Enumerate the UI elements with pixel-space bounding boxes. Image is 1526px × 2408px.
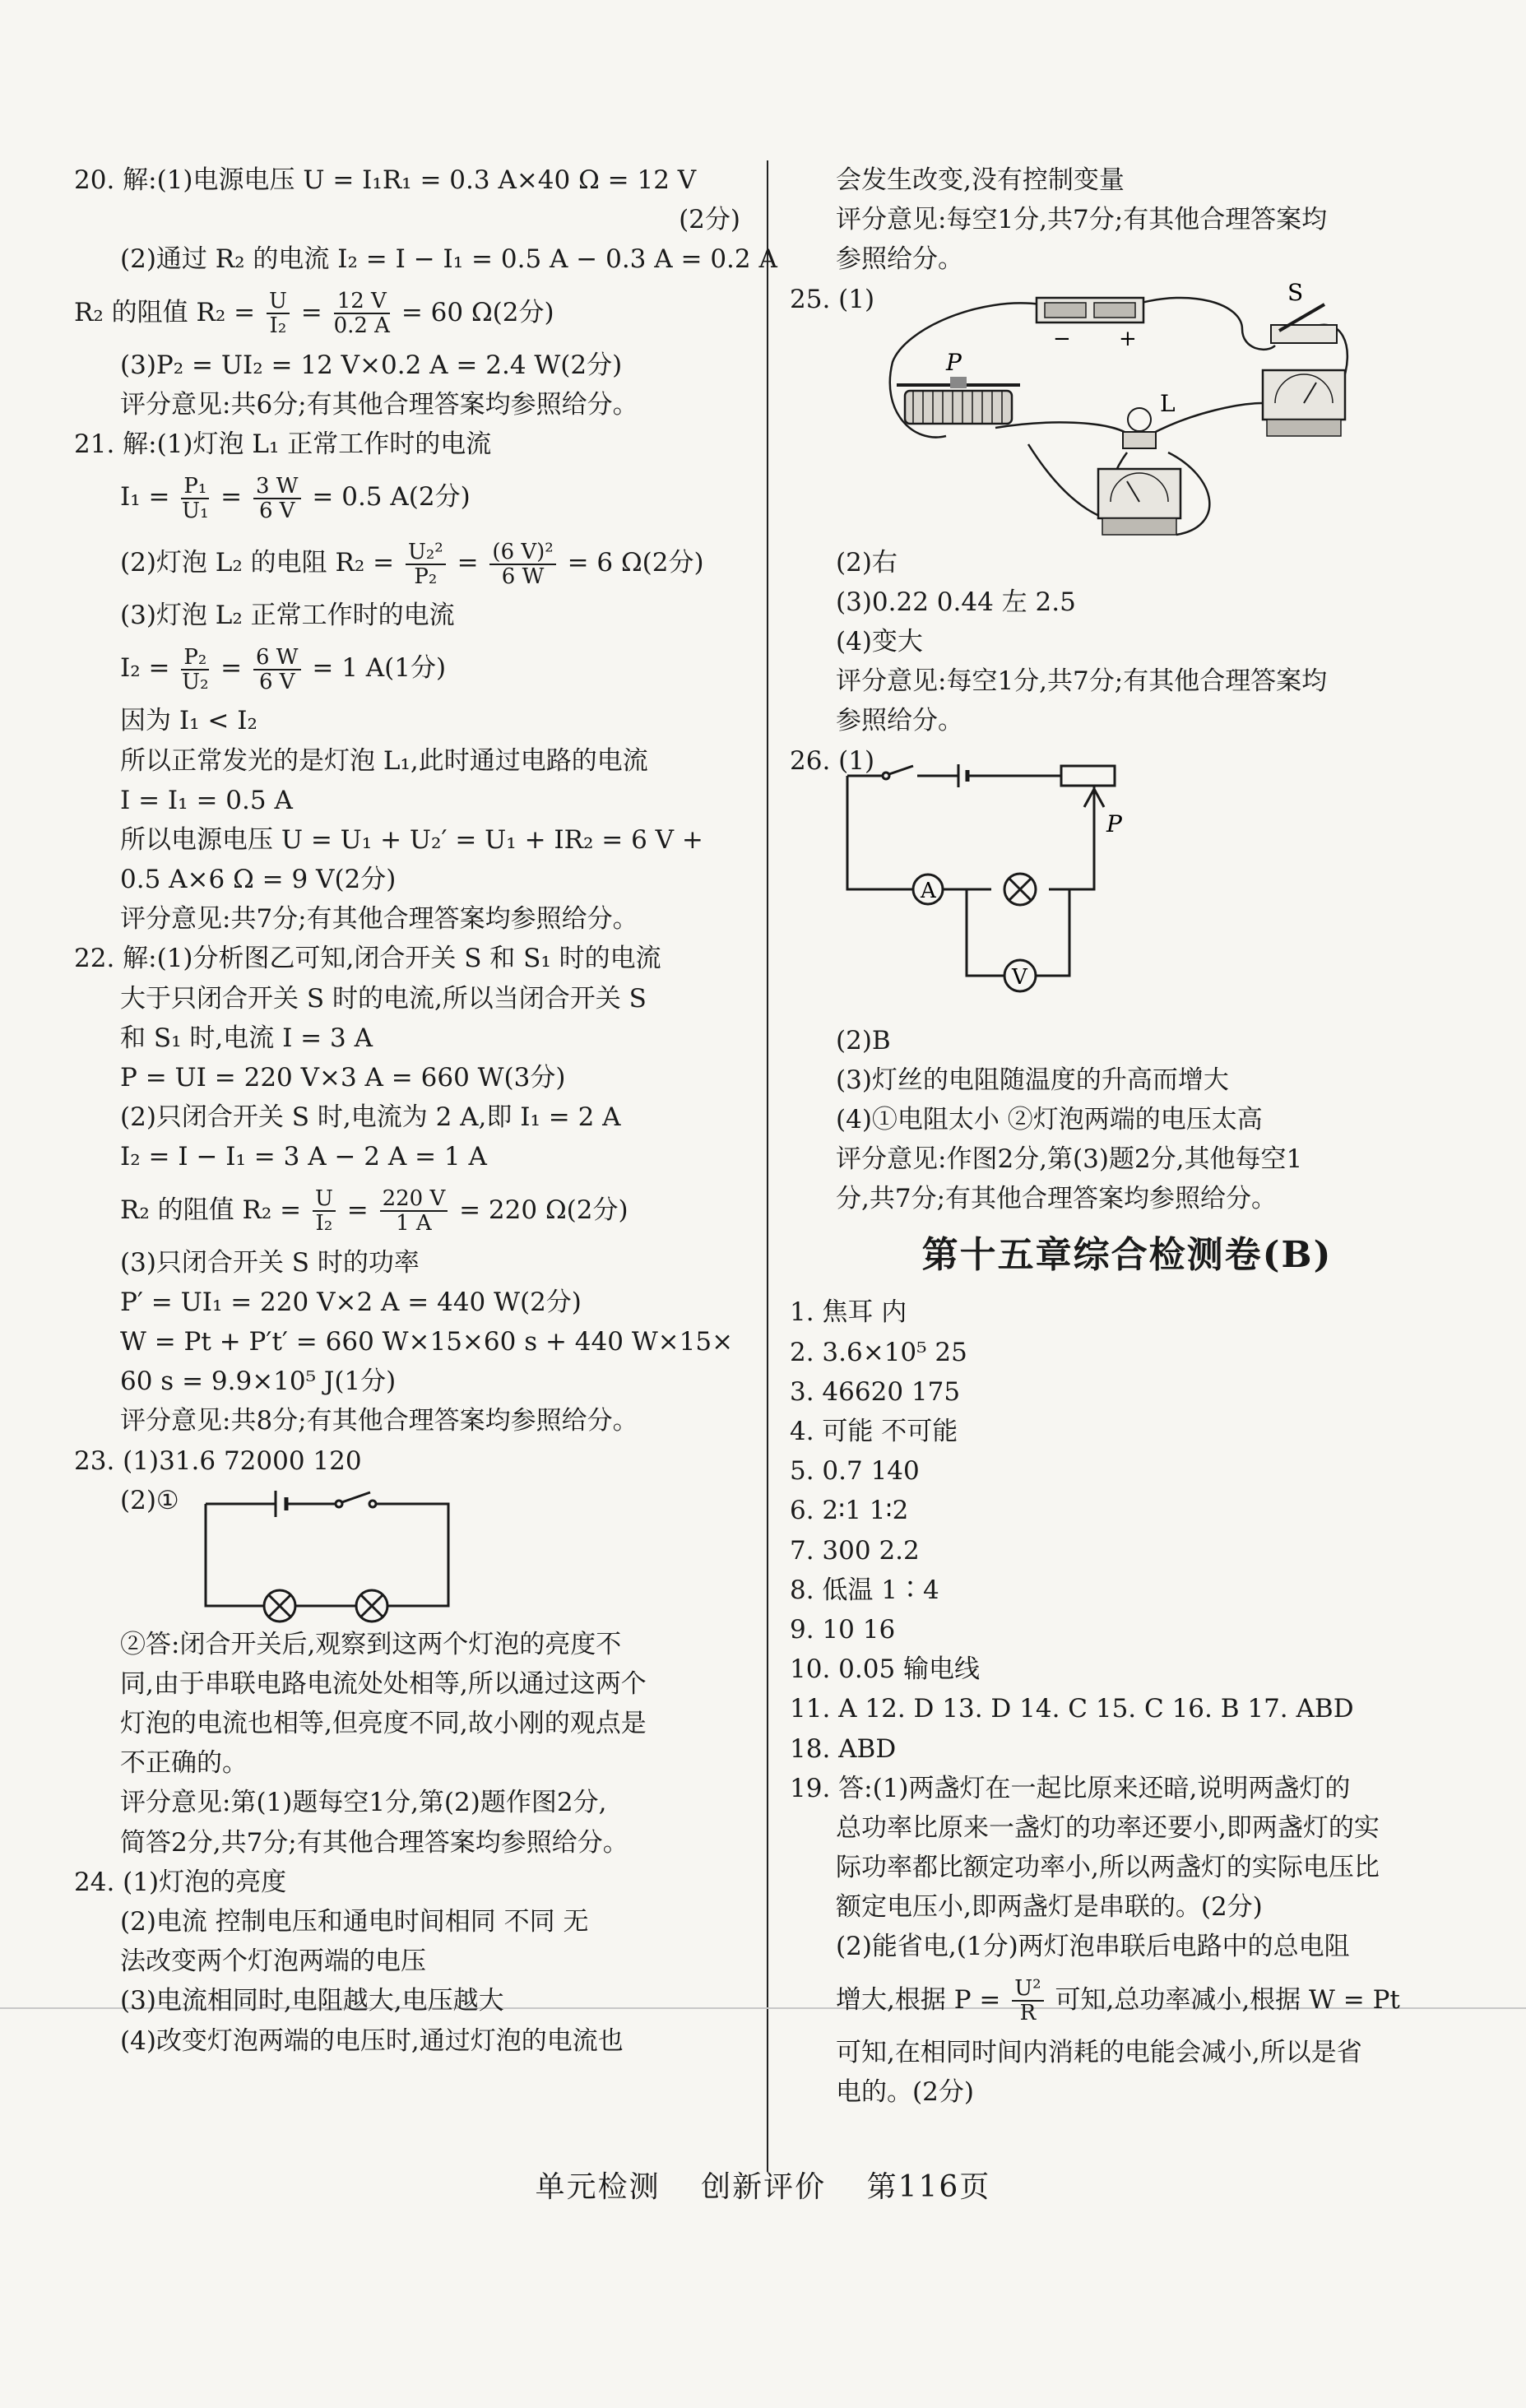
right-column [790,160,1464,2112]
q26-row [790,741,1464,1021]
denominator: U₂ [182,669,209,694]
voltmeter-icon [1098,469,1180,535]
text: = 1 A(1分) [312,653,447,684]
wire [847,776,913,889]
denominator: 6 V [258,669,295,694]
q25-scoring: 参照给分。 [836,706,963,736]
switch-contact [336,1501,342,1507]
q19-line-8: 电的。(2分) [836,2076,974,2107]
q21-formula-i1 [74,464,740,530]
q22-line-3: 和 S₁ 时,电流 I = 3 A [120,1023,373,1053]
switch-contact [369,1501,376,1507]
q26-scoring: 分,共7分;有其他合理答案均参照给分。 [836,1184,1278,1214]
q26-line-2: (2)B [836,1025,891,1056]
denominator: 6 W [501,564,545,589]
text: = [220,482,243,513]
q24c-line-3: 参照给分。 [836,244,963,275]
fraction [406,541,446,588]
switch-contact [883,773,889,779]
answer-10: 10. 0.05 输电线 [790,1654,981,1685]
answer-list [790,1292,1464,1768]
fraction [181,646,209,694]
denominator: R [1019,2001,1037,2026]
q23-line-3: ②答:闭合开关后,观察到这两个灯泡的亮度不 [120,1629,622,1659]
battery-minus-label: − [1053,326,1071,351]
q22-line-6: I₂ = I − I₁ = 3 A − 2 A = 1 A [120,1142,487,1172]
q19-formula-p [790,1967,1464,2033]
question-24-continued [790,160,1464,280]
fraction [334,290,390,337]
wire [967,889,1004,976]
question-20 [74,160,777,425]
denominator: I₂ [315,1211,333,1236]
answer-8: 8. 低温 1∶4 [790,1575,939,1605]
q22-line-8: (3)只闭合开关 S 时的功率 [120,1247,420,1278]
q19-line-4: 额定电压小,即两盏灯是串联的。(2分) [836,1892,1263,1923]
text: I₁ = [120,482,170,513]
q23-line-5: 灯泡的电流也相等,但亮度不同,故小刚的观点是 [120,1709,647,1739]
q19-line-7: 可知,在相同时间内消耗的电能会减小,所以是省 [836,2037,1362,2067]
answer-7: 7. 300 2.2 [790,1535,920,1566]
numerator: U₂² [406,541,446,565]
fraction [1012,1977,1043,2025]
q24-line-2: (2)电流 控制电压和通电时间相同 不同 无 [120,1907,589,1937]
question-25 [790,280,1464,741]
q20-line-5: (3)P₂ = UI₂ = 12 V×0.2 A = 2.4 W(2分) [120,350,623,380]
q20-line-3: (2)通过 R₂ 的电流 I₂ = I − I₁ = 0.5 A − 0.3 A = 0.2 A [120,244,777,275]
ammeter-icon [1263,370,1345,436]
q26-line-3: (3)灯丝的电阻随温度的升高而增大 [836,1065,1229,1095]
q24c-line-1: 会发生改变,没有控制变量 [836,165,1125,195]
wire [206,1504,448,1606]
numerator: 6 W [253,646,301,670]
text: R₂ 的阻值 R₂ = [74,297,256,327]
q20-formula-r2 [74,280,740,346]
q25-line-2: (2)右 [836,547,898,578]
q19-line-3: 际功率都比额定功率小,所以两盏灯的实际电压比 [836,1853,1380,1883]
slider-label: P [1106,810,1122,837]
text: = [300,297,322,327]
numerator: P₂ [181,646,209,670]
numerator: U² [1012,1977,1043,2002]
answer-2: 2. 3.6×10⁵ 25 [790,1337,967,1367]
answer-11-17: 11. A 12. D 13. D 14. C 15. C 16. B 17. ABD [790,1694,1354,1724]
wire [995,422,1131,436]
numerator: U [313,1187,336,1212]
q23-line-7: 评分意见:第(1)题每空1分,第(2)题作图2分, [120,1788,607,1818]
question-19 [790,1769,1464,2112]
q23-line-4: 同,由于串联电路电流处处相等,所以通过这两个 [120,1668,647,1699]
fraction [253,475,301,522]
text: 增大,根据 P = [836,1984,1001,2015]
answer-6: 6. 2∶1 1∶2 [790,1496,909,1526]
left-column [74,160,777,2061]
numerator: 3 W [253,475,301,499]
q25-line-4: (4)变大 [836,626,923,657]
q21-line-8: I = I₁ = 0.5 A [120,785,293,815]
q23-line-6: 不正确的。 [120,1748,248,1779]
text: R₂ 的阻值 R₂ = [120,1195,302,1225]
footer-page-number: 第116页 [866,2170,991,2204]
answer-4: 4. 可能 不可能 [790,1417,958,1446]
denominator: U₁ [182,498,209,523]
numerator: 12 V [334,290,390,314]
text: = [457,548,479,578]
q23-scoring: 简答2分,共7分;有其他合理答案均参照给分。 [120,1827,628,1858]
section-heading: 第十五章综合检测卷(B) [921,1234,1333,1277]
fraction [267,290,290,337]
question-23 [74,1441,740,1863]
switch [286,1492,370,1504]
q21-line-9: 所以电源电压 U = U₁ + U₂′ = U₁ + IR₂ = 6 V + [120,824,703,855]
fraction [380,1187,448,1235]
fraction [489,541,555,588]
numerator: P₁ [181,475,209,499]
rheostat [1061,766,1115,786]
answer-9: 9. 10 16 [790,1614,896,1645]
text: = 6 Ω(2分) [567,548,704,578]
q23-series-circuit-diagram [197,1481,469,1625]
q21-formula-r2 [74,530,740,596]
q22-scoring: 评分意见:共8分;有其他合理答案均参照给分。 [120,1406,638,1436]
q22-line-11: 60 s = 9.9×10⁵ J(1分) [120,1366,397,1397]
q21-scoring: 评分意见:共7分;有其他合理答案均参照给分。 [120,904,638,935]
battery-box-icon [1037,298,1143,322]
lamp-label: L [1160,389,1176,417]
question-24 [74,1863,740,2061]
fraction [181,475,209,522]
rheostat-icon [897,377,1020,424]
footer-title-a: 单元检测 [535,2170,661,2204]
battery-plus-label: + [1119,326,1137,351]
q23-part2-label: (2)① [120,1485,179,1515]
q20-scoring: 评分意见:共6分;有其他合理答案均参照给分。 [120,389,638,420]
voltmeter-label: V [1012,964,1027,990]
answer-5: 5. 0.7 140 [790,1456,920,1487]
text: = [220,653,243,684]
column-divider [767,160,768,2172]
q22-line-9: P′ = UI₁ = 220 V×2 A = 440 W(2分) [120,1287,582,1317]
text: = 0.5 A(2分) [312,482,471,513]
fraction [313,1187,336,1235]
lamp-icon [356,1590,387,1622]
q21-line-10: 0.5 A×6 Ω = 9 V(2分) [120,865,397,895]
q26-circuit-diagram [831,741,1176,1021]
question-21 [74,425,740,940]
numerator: (6 V)² [489,541,555,565]
wire [1037,889,1069,976]
q26-line-1: 26. (1) [790,745,875,776]
switch-label: S [1287,279,1304,306]
slider-label: P [946,348,962,376]
q21-line-1: 21. 解:(1)灯泡 L₁ 正常工作时的电流 [74,429,492,459]
text: = 60 Ω(2分) [401,297,554,327]
q23-line-1: 23. (1)31.6 72000 120 [74,1445,362,1476]
q24-line-4: (3)电流相同时,电阻越大,电压越大 [120,1986,504,2016]
footer-title-b: 创新评价 [701,2170,827,2204]
denominator: 6 V [258,498,295,523]
text: = [346,1195,369,1225]
q24c-line-2: 评分意见:每空1分,共7分;有其他合理答案均 [836,205,1328,235]
denominator: I₂ [269,313,287,339]
q20-line-2: (2分) [679,205,740,235]
q24-line-5: (4)改变灯泡两端的电压时,通过灯泡的电流也 [120,2025,624,2056]
q19-line-2: 总功率比原来一盏灯的功率还要小,即两盏灯的实 [836,1812,1380,1843]
q20-line-1: 20. 解:(1)电源电压 U = I₁R₁ = 0.3 A×40 Ω = 12 V [74,165,697,195]
lamp-icon [1123,408,1156,448]
switch-icon [1271,304,1337,343]
q22-line-2: 大于只闭合开关 S 时的电流,所以当闭合开关 S [120,983,647,1014]
question-22 [74,939,740,1441]
answer-18: 18. ABD [790,1733,897,1764]
q26-line-5: 评分意见:作图2分,第(3)题2分,其他每空1 [836,1144,1303,1175]
numerator: U [267,290,290,314]
text: = 220 Ω(2分) [459,1195,628,1225]
page-footer [0,2164,1526,2206]
question-26 [790,741,1464,1219]
q25-line-1: 25. (1) [790,284,875,314]
text: 可知,总功率减小,根据 W = Pt [1055,1984,1400,2015]
switch [847,766,913,776]
q19-line-5: (2)能省电,(1分)两灯泡串联后电路中的总电阻 [836,1932,1350,1962]
q25-line-3: (3)0.22 0.44 左 2.5 [836,587,1076,617]
q25-row [790,280,1464,543]
q21-line-7: 所以正常发光的是灯泡 L₁,此时通过电路的电流 [120,745,648,776]
q21-line-6: 因为 I₁ < I₂ [120,706,257,736]
q21-line-4: (3)灯泡 L₂ 正常工作时的电流 [120,601,455,631]
q22-line-10: W = Pt + P′t′ = 660 W×15×60 s + 440 W×15× [120,1326,734,1357]
lamp-icon [1004,874,1036,905]
q25-line-5: 评分意见:每空1分,共7分;有其他合理答案均 [836,666,1328,697]
q24-line-3: 法改变两个灯泡两端的电压 [120,1946,426,1977]
q26-line-4: (4)①电阻太小 ②灯泡两端的电压太高 [836,1104,1263,1134]
wire [1135,298,1275,350]
denominator: 1 A [396,1211,432,1236]
q22-line-5: (2)只闭合开关 S 时,电流为 2 A,即 I₁ = 2 A [120,1102,621,1133]
answer-1: 1. 焦耳 内 [790,1297,907,1328]
text: I₂ = [120,653,170,684]
q23-circuit-row [74,1481,740,1625]
q22-formula-r2 [74,1177,740,1243]
lamp-icon [264,1590,295,1622]
fraction [253,646,301,694]
q22-line-4: P = UI = 220 V×3 A = 660 W(3分) [120,1063,566,1093]
ammeter-label: A [921,878,936,903]
q21-formula-i2 [74,635,740,701]
numerator: 220 V [380,1187,448,1212]
denominator: 0.2 A [333,313,390,339]
q22-line-1: 22. 解:(1)分析图乙可知,闭合开关 S 和 S₁ 时的电流 [74,944,661,974]
text: (2)灯泡 L₂ 的电阻 R₂ = [120,548,395,578]
q19-line-1: 19. 答:(1)两盏灯在一起比原来还暗,说明两盏灯的 [790,1773,1351,1803]
q25-physical-circuit-diagram [880,280,1374,543]
answer-3: 3. 46620 175 [790,1376,961,1407]
q24-line-1: 24. (1)灯泡的亮度 [74,1867,287,1897]
denominator: P₂ [414,564,438,589]
